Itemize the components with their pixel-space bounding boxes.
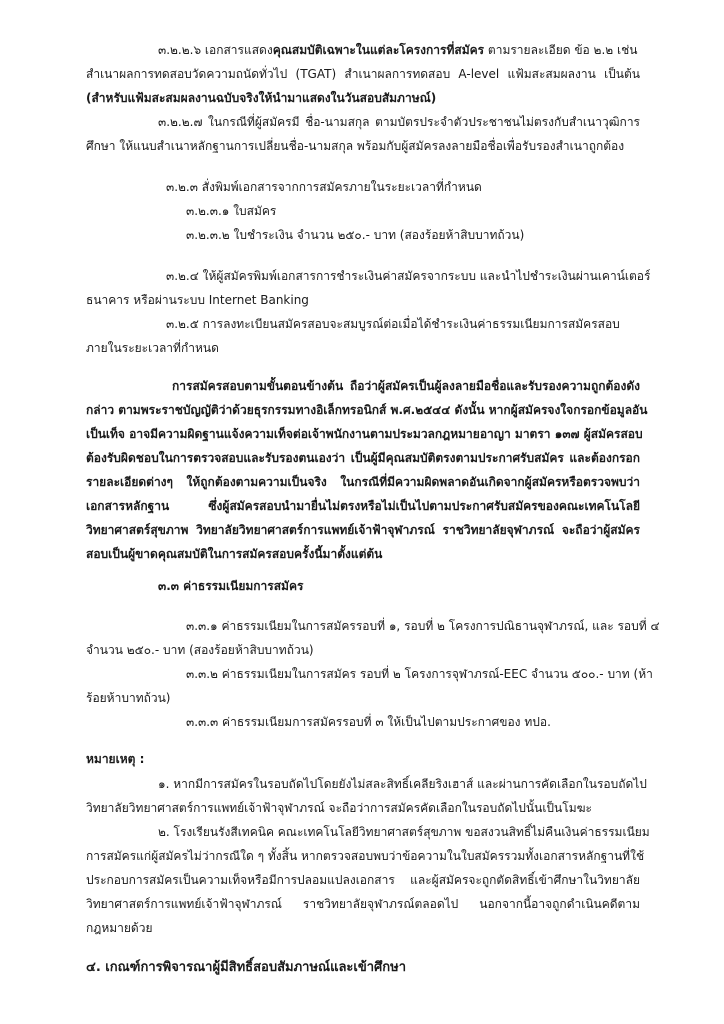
item-323-heading: ๓.๒.๓ สั่งพิมพ์เอกสารจากการสมัครภายในระยะเวลาที่กำหนด	[166, 180, 482, 194]
item-3226-line1: ๓.๒.๒.๖ เอกสารแสดงคุณสมบัติเฉพาะในแต่ละโครงการที่สมัคร ตามรายละเอียด ข้อ ๒.๒ เช่น	[158, 43, 638, 57]
declaration-line: เอกสารหลักฐาน ซึ่งผู้สมัครสอบนำมายื่นไม่ตรงหรือไม่เป็นไปตามประกาศรับสมัครของคณะเทคโนโลยี	[86, 499, 640, 513]
fee-item-332-line1: ๓.๓.๒ ค่าธรรมเนียมในการสมัคร รอบที่ ๒ โครงการจุฬาภรณ์-EEC จำนวน ๕๐๐.- บาท (ห้า	[186, 667, 653, 681]
item-3226-line3: (สำหรับแฟ้มสะสมผลงานฉบับจริงให้นำมาแสดงในวันสอบสัมภาษณ์)	[86, 91, 437, 105]
remark-2-line5: กฎหมายด้วย	[86, 921, 153, 935]
declaration-line: การสมัครสอบตามขั้นตอนข้างต้น ถือว่าผู้สมัครเป็นผู้ลงลายมือชื่อและรับรองความถูกต้องดัง	[172, 379, 640, 393]
item-3227-line2: ศึกษา ให้แนบสำเนาหลักฐานการเปลี่ยนชื่อ-นามสกุล พร้อมกับผู้สมัครลงลายมือชื่อเพื่อรับรองสำเนาถูกต้อง	[86, 139, 625, 153]
remark-2-line1: ๒. โรงเรียนรังสีเทคนิค คณะเทคโนโลยีวิทยาศาสตร์สุขภาพ ขอสงวนสิทธิ์ไม่คืนเงินค่าธรรมเนียม	[158, 825, 650, 839]
declaration-line: เป็นเท็จ อาจมีความผิดฐานแจ้งความเท็จต่อเจ้าพนักงานตามประมวลกฎหมายอาญา มาตรา ๑๓๗ ผู้สมัครสอบ	[86, 427, 643, 441]
declaration-line: รายละเอียดต่างๆ ให้ถูกต้องตามความเป็นจริง ในกรณีที่มีความผิดพลาดอันเกิดจากผู้สมัครหรือตรวจพบว่า	[86, 475, 640, 489]
item-324-line1: ๓.๒.๔ ให้ผู้สมัครพิมพ์เอกสารการชำระเงินค่าสมัครจากระบบ และนำไปชำระเงินผ่านเคาน์เตอร์	[166, 269, 651, 283]
fee-item-332-line2: ร้อยห้าบาทถ้วน)	[86, 691, 171, 705]
qualification-emphasis: คุณสมบัติเฉพาะในแต่ละโครงการที่สมัคร	[272, 43, 485, 57]
remark-2-line2: การสมัครแก่ผู้สมัครไม่ว่ากรณีใด ๆ ทั้งสิ้น หากตรวจสอบพบว่าข้อความในใบสมัครรวมทั้งเอกสารหลักฐานที่ใช้	[86, 849, 645, 863]
fee-item-331-line1: ๓.๓.๑ ค่าธรรมเนียมในการสมัครรอบที่ ๑, รอบที่ ๒ โครงการปณิธานจุฬาภรณ์, และ รอบที่ ๔	[186, 619, 660, 633]
item-324-line2: ธนาคาร หรือผ่านระบบ Internet Banking	[86, 293, 309, 307]
remark-2-line3: ประกอบการสมัครเป็นความเท็จหรือมีการปลอมแปลงเอกสาร และผู้สมัครจะถูกตัดสิทธิ์เข้าศึกษาในวิทยาลัย	[86, 873, 640, 887]
remark-1-line1: ๑. หากมีการสมัครในรอบถัดไปโดยยังไม่สละสิทธิ์เคลียริงเฮาส์ และผ่านการคัดเลือกในรอบถัดไป	[158, 777, 647, 791]
remark-1-line2: วิทยาลัยวิทยาศาสตร์การแพทย์เจ้าฟ้าจุฬาภรณ์ จะถือว่าการสมัครคัดเลือกในรอบถัดไปนั้นเป็นโมฆะ	[86, 801, 592, 815]
declaration-line: สอบเป็นผู้ขาดคุณสมบัติในการสมัครสอบครั้งนี้มาตั้งแต่ต้น	[86, 547, 383, 561]
remark-2-line4: วิทยาศาสตร์การแพทย์เจ้าฟ้าจุฬาภรณ์ ราชวิทยาลัยจุฬาภรณ์ตลอดไป นอกจากนี้อาจถูกดำเนินคดีตาม	[86, 897, 640, 911]
item-325-line2: ภายในระยะเวลาที่กำหนด	[86, 341, 219, 355]
declaration-line: วิทยาศาสตร์สุขภาพ วิทยาลัยวิทยาศาสตร์การแพทย์เจ้าฟ้าจุฬาภรณ์ ราชวิทยาลัยจุฬาภรณ์ จะถือว่าผู้สมัคร	[86, 523, 640, 537]
section4-heading: ๔. เกณฑ์การพิจารณาผู้มีสิทธิ์สอบสัมภาษณ์และเข้าศึกษา	[86, 960, 407, 975]
fees-heading: ๓.๓ ค่าธรรมเนียมการสมัคร	[158, 579, 304, 593]
item-3232: ๓.๒.๓.๒ ใบชำระเงิน จำนวน ๒๕๐.- บาท (สองร้อยห้าสิบบาทถ้วน)	[186, 228, 525, 242]
fee-item-331-line2: จำนวน ๒๕๐.- บาท (สองร้อยห้าสิบบาทถ้วน)	[86, 643, 314, 657]
fee-item-333: ๓.๓.๓ ค่าธรรมเนียมการสมัครรอบที่ ๓ ให้เป็นไปตามประกาศของ ทปอ.	[186, 715, 551, 729]
declaration-line: ต้องรับผิดชอบในการตรวจสอบและรับรองตนเองว่า เป็นผู้มีคุณสมบัติตรงตามประกาศรับสมัคร และต้องกรอก	[86, 451, 640, 465]
remarks-heading: หมายเหตุ :	[86, 752, 145, 766]
declaration-line: กล่าว ตามพระราชบัญญัติว่าด้วยธุรกรรมทางอิเล็กทรอนิกส์ พ.ศ.๒๕๔๔ ดังนั้น หากผู้สมัครจงใจกรอกข้อมูลอัน	[86, 403, 648, 417]
item-3226-line2: สำเนาผลการทดสอบวัดความถนัดทั่วไป (TGAT) สำเนาผลการทดสอบ A-level แฟ้มสะสมผลงาน เป็นต้น	[86, 67, 640, 81]
item-3227-line1: ๓.๒.๒.๗ ในกรณีที่ผู้สมัครมี ชื่อ-นามสกุล ตามบัตรประจำตัวประชาชนไม่ตรงกับสำเนาวุฒิการ	[158, 115, 640, 129]
item-3231: ๓.๒.๓.๑ ใบสมัคร	[186, 204, 277, 218]
item-325-line1: ๓.๒.๕ การลงทะเบียนสมัครสอบจะสมบูรณ์ต่อเมื่อได้ชำระเงินค่าธรรมเนียมการสมัครสอบ	[166, 317, 620, 331]
